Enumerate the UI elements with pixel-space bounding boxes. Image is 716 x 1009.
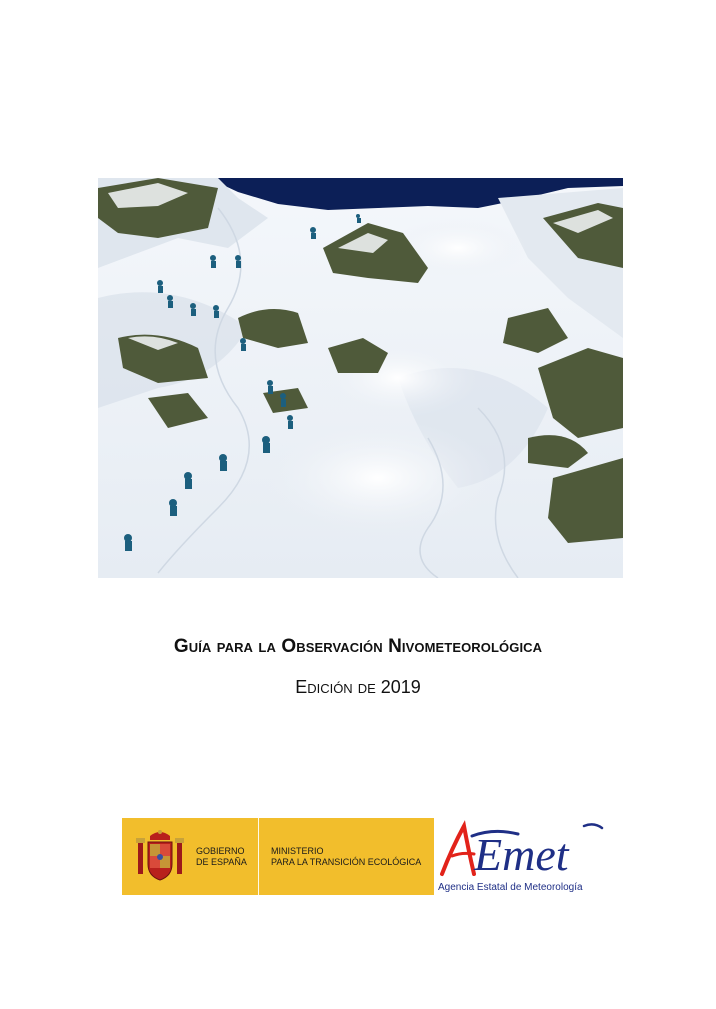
ministerio-text: MINISTERIO PARA LA TRANSICIÓN ECOLÓGICA <box>271 846 422 867</box>
aemet-logo-icon <box>434 818 610 878</box>
document-edition: Edición de 2019 <box>295 677 421 697</box>
gobierno-de-espana-text: GOBIERNO DE ESPAÑA <box>196 846 247 867</box>
agency-name: Agencia Estatal de Meteorología <box>438 882 583 893</box>
banner-divider <box>258 818 259 895</box>
coat-of-arms-icon <box>134 828 186 884</box>
government-banner <box>122 818 434 895</box>
cover-photo <box>98 178 623 578</box>
aemet-wordmark: Emet <box>474 829 569 878</box>
document-title: Guía para la Observación Nivometeorológica <box>173 636 543 657</box>
snowy-mountain-skiers-photo <box>98 178 623 578</box>
